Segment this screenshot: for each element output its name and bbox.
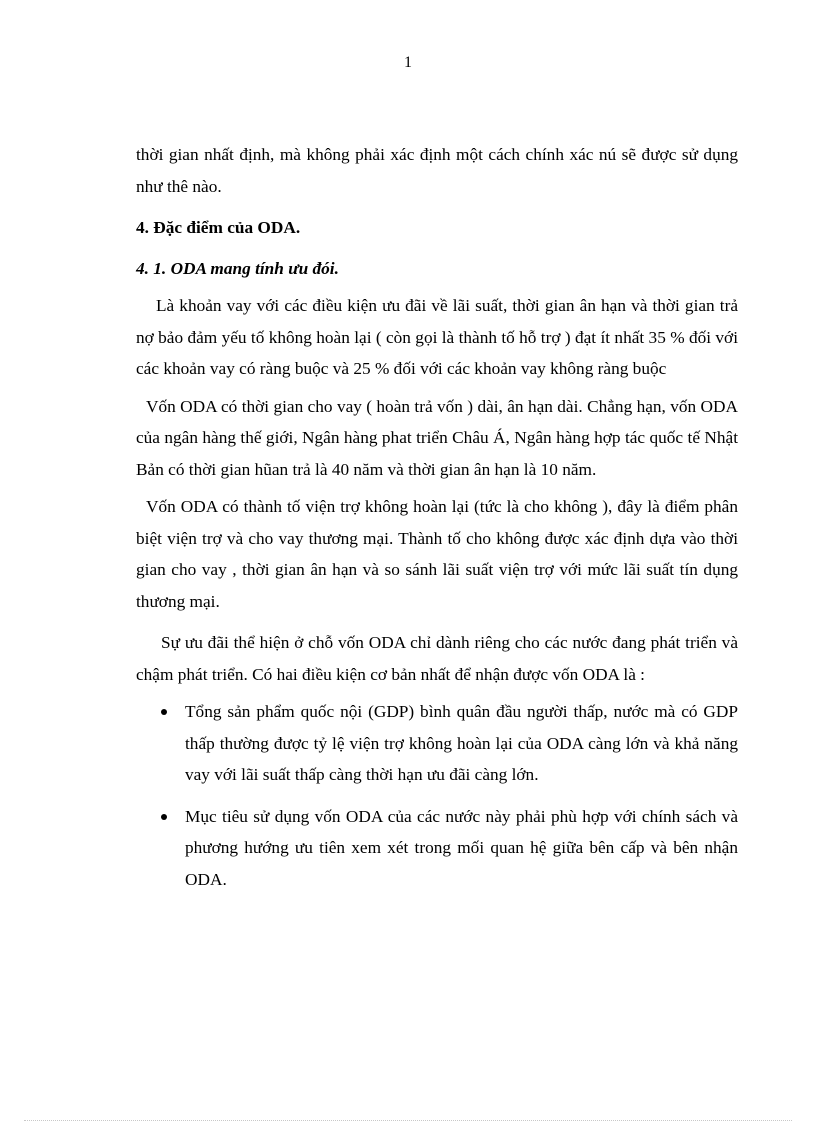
page-number: 1 bbox=[404, 54, 412, 71]
bullet-icon bbox=[161, 814, 167, 820]
list-item bbox=[136, 801, 738, 896]
paragraph-grant-element: Vốn ODA có thành tố viện trợ không hoàn lại (tức là cho không ), đây là điểm phân biệt viện trợ và cho vay thương mại. Thành tố cho không được xác định dựa vào thời gian cho vay , thời gian ân hạn và so sánh lãi suất viện trợ với mức lãi suất tín dụng thương mại. bbox=[136, 497, 738, 611]
page-bottom-divider bbox=[24, 1120, 792, 1121]
paragraph-loan-term: Vốn ODA có thời gian cho vay ( hoàn trả vốn ) dài, ân hạn dài. Chẳng hạn, vốn ODA của ngân hàng thế giới, Ngân hàng phat triển Châu Á, Ngân hàng hợp tác quốc tế Nhật Bản có thời gian hũan trả là 40 năm và thời gian ân hạn là 10 năm. bbox=[136, 396, 738, 479]
subsection-heading: 4. 1. ODA mang tính ưu đói. bbox=[136, 258, 339, 278]
continuation-paragraph: thời gian nhất định, mà không phải xác định một cách chính xác nú sẽ được sử dụng như thê nào. bbox=[136, 145, 738, 196]
list-item bbox=[136, 696, 738, 791]
list-item-text: Tổng sản phẩm quốc nội (GDP) bình quân đầu người thấp, nước mà có GDP thấp thường được tỷ lệ viện trợ không hoàn lại của ODA càng lớn và khả năng vay với lãi suất thấp càng thời hạn ưu đãi càng lớn. bbox=[185, 702, 738, 784]
list-item-text: Mục tiêu sử dụng vốn ODA của các nước này phải phù hợp với chính sách và phương hướng ưu tiên xem xét trong mối quan hệ giữa bên cấp và bên nhận ODA. bbox=[185, 806, 738, 889]
section-heading: 4. Đặc điểm của ODA. bbox=[136, 218, 301, 237]
conditions-list bbox=[136, 696, 738, 895]
paragraph-eligibility: Sự ưu đãi thể hiện ở chỗ vốn ODA chỉ dành riêng cho các nước đang phát triển và chậm phát triển. Có hai điều kiện cơ bản nhất để nhận được vốn ODA là : bbox=[136, 633, 738, 684]
document-body bbox=[136, 139, 738, 905]
bullet-icon bbox=[161, 709, 167, 715]
paragraph-preferential-loan: Là khoản vay với các điều kiện ưu đãi về lãi suất, thời gian ân hạn và thời gian trả nợ bảo đảm yếu tố không hoàn lại ( còn gọi là thành tố hỗ trợ ) đạt ít nhất 35 % đối với các khoản vay có ràng buộc và 25 % đối với các khoản vay không ràng buộc bbox=[136, 296, 738, 378]
